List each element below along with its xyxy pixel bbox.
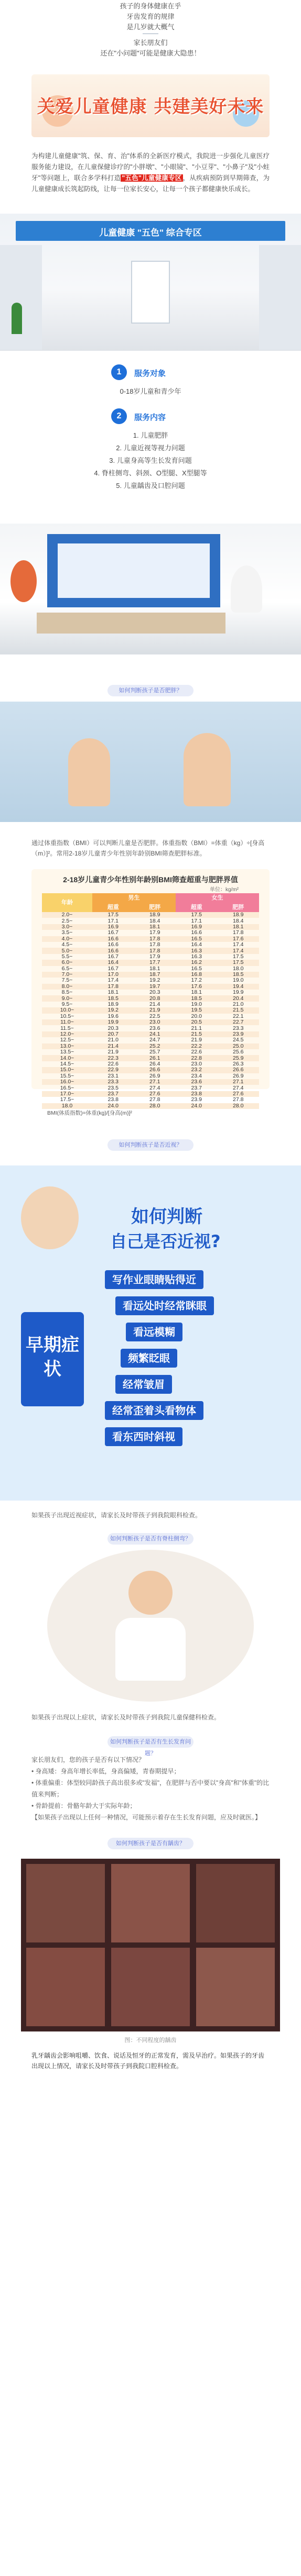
- table-cell: 20.5: [191, 1019, 202, 1026]
- table-cell: 22.6: [108, 1060, 119, 1067]
- table-cell: 20.3: [108, 1025, 119, 1031]
- table-cell: 18.9: [108, 1001, 119, 1008]
- table-cell: 23.9: [233, 1031, 244, 1037]
- table-cell: 21.9: [149, 1007, 160, 1014]
- table-cell: 17.8: [149, 941, 160, 948]
- table-cell: 16.6: [108, 941, 119, 948]
- table-cell: 16.5~: [60, 1084, 74, 1091]
- table-cell: 25.0: [233, 1042, 244, 1049]
- table-cell: 23.0: [191, 1060, 202, 1067]
- table-header: 女生: [176, 893, 259, 903]
- table-cell: 19.4: [233, 983, 244, 990]
- table-cell: 16.6: [191, 929, 202, 936]
- table-cell: 8.0~: [61, 983, 73, 990]
- table-cell: 9.5~: [61, 1001, 73, 1008]
- children-photo: [0, 702, 301, 822]
- table-cell: 9.0~: [61, 995, 73, 1002]
- table-cell: 16.4: [191, 941, 202, 948]
- table-cell: 27.1: [233, 1079, 244, 1085]
- spine-note: 如果孩子出现以上症状，请家长及时带孩子到我院儿童保健科检查。: [31, 1714, 221, 1721]
- table-cell: 22.3: [108, 1054, 119, 1061]
- table-cell: 4.5~: [61, 941, 73, 948]
- table-cell: 17.2: [191, 977, 202, 984]
- table-cell: 25.6: [233, 1049, 244, 1056]
- table-cell: 18.9: [233, 912, 244, 918]
- table-row: [42, 942, 259, 948]
- table-row: [42, 1067, 259, 1073]
- table-row: [42, 1097, 259, 1103]
- table-cell: 17.5: [191, 912, 202, 918]
- table-cell: 16.7: [108, 953, 119, 960]
- table-cell: 23.1: [108, 1072, 119, 1079]
- table-cell: 17.9: [149, 929, 160, 936]
- table-cell: 17.1: [191, 917, 202, 924]
- table-cell: 21.9: [108, 1049, 119, 1056]
- table-cell: 18.9: [149, 912, 160, 918]
- early-symptoms-label: 早期症状: [21, 1312, 84, 1406]
- list-item: 2. 儿童近视等视力问题: [116, 444, 185, 452]
- table-row: [42, 930, 259, 936]
- table-cell: 21.9: [191, 1037, 202, 1043]
- table-cell: 21.0: [233, 1001, 244, 1008]
- symptom-item: 写作业眼睛贴得近: [105, 1270, 203, 1289]
- poem-line: 牙齿发育的规律: [126, 13, 175, 20]
- clinic-room-photo: [0, 524, 301, 654]
- table-cell: 27.8: [149, 1096, 160, 1103]
- section-number: 1: [111, 364, 127, 380]
- table-cell: 17.1: [108, 917, 119, 924]
- table-cell: 25.2: [149, 1042, 160, 1049]
- table-cell: 17.4: [233, 947, 244, 954]
- top-banner: [31, 74, 270, 137]
- table-cell: 18.5: [191, 995, 202, 1002]
- intro-text: 为构建儿童健康"筑、保、育、治"体系的全新医疗模式，我院进一步强化儿童医疗服务能力建设，在儿童保健诊疗的"小胖墩"、"小眼镜"、"小豆芽"、"小鼻子"及"小蛀牙"等问题上，联合多学科打造: [31, 152, 270, 182]
- table-cell: 14.5~: [60, 1060, 74, 1067]
- table-cell: 20.8: [149, 995, 160, 1002]
- table-row: [42, 1037, 259, 1043]
- poem-line: 家长朋友们: [133, 39, 168, 47]
- symptom-item: 看远处时经常眯眼: [115, 1296, 214, 1315]
- table-cell: 27.6: [149, 1090, 160, 1097]
- table-cell: 16.2: [191, 959, 202, 966]
- table-cell: 12.5~: [60, 1037, 74, 1043]
- table-row: [42, 960, 259, 965]
- caption-spine: 如何判断孩子是否有脊柱侧弯？: [108, 1533, 194, 1545]
- table-cell: 7.5~: [61, 977, 73, 984]
- table-cell: 16.3: [191, 947, 202, 954]
- table-cell: 23.4: [191, 1072, 202, 1079]
- table-row: [42, 1085, 259, 1091]
- table-cell: 5.0~: [61, 947, 73, 954]
- table-cell: 4.0~: [61, 935, 73, 942]
- table-cell: 19.6: [108, 1013, 119, 1019]
- caption-caries: 如何判断孩子是否有龋齿？: [108, 1838, 194, 1849]
- table-cell: 15.5~: [60, 1072, 74, 1079]
- table-cell: 18.0: [61, 1102, 73, 1109]
- myopia-subtitle: 自己是否近视?: [110, 1231, 221, 1251]
- intro-paragraph: [31, 151, 270, 195]
- symptom-item: 经常歪着头看物体: [105, 1401, 203, 1420]
- table-cell: 25.9: [233, 1054, 244, 1061]
- table-cell: 22.1: [233, 1013, 244, 1019]
- table-cell: 18.5: [233, 971, 244, 978]
- table-cell: 19.2: [149, 977, 160, 984]
- service-target-text: 0-18岁儿童和青少年: [120, 387, 181, 395]
- table-cell: 23.6: [191, 1079, 202, 1085]
- table-cell: 22.5: [149, 1013, 160, 1019]
- list-item: • 体重偏重：体型较同龄孩子高出很多或"发福"，在肥胖与否中要以"身高"和"体重"的比值来判断；: [31, 1779, 270, 1798]
- table-cell: 23.7: [108, 1090, 119, 1097]
- table-cell: 27.8: [233, 1096, 244, 1103]
- table-cell: 17.5: [108, 912, 119, 918]
- table-cell: 17.9: [149, 953, 160, 960]
- table-cell: 16.0~: [60, 1079, 74, 1085]
- table-cell: 14.0~: [60, 1054, 74, 1061]
- table-cell: 21.1: [191, 1025, 202, 1031]
- table-cell: 17.4: [108, 977, 119, 984]
- poem-line: 是几岁就大概气: [126, 23, 175, 31]
- table-cell: 6.0~: [61, 959, 73, 966]
- table-cell: 27.6: [233, 1090, 244, 1097]
- caption-myopia: 如何判断孩子是否近视？: [108, 1139, 194, 1151]
- table-cell: 26.6: [149, 1067, 160, 1073]
- table-cell: 23.3: [233, 1025, 244, 1031]
- table-cell: 19.7: [149, 983, 160, 990]
- table-row: [42, 1049, 259, 1055]
- table-cell: 17.5~: [60, 1096, 74, 1103]
- table-cell: 26.9: [149, 1072, 160, 1079]
- table-cell: 26.3: [233, 1060, 244, 1067]
- table-cell: 16.6: [108, 935, 119, 942]
- myopia-note: 如果孩子出现近视症状，请家长及时带孩子到我院眼科检查。: [31, 1512, 202, 1519]
- table-row: [42, 912, 259, 918]
- table-cell: 13.0~: [60, 1042, 74, 1049]
- table-cell: 27.4: [149, 1084, 160, 1091]
- symptom-item: 看东西时斜视: [105, 1427, 182, 1446]
- bmi-table-title: 2-18岁儿童青少年性别年龄别BMI筛查超重与肥胖界值: [63, 875, 238, 884]
- list-item: • 骨龄提前：骨骼年龄大于实际年龄；: [31, 1802, 136, 1809]
- table-cell: 12.0~: [60, 1031, 74, 1037]
- table-cell: 19.9: [108, 1019, 119, 1026]
- table-cell: 24.0: [108, 1102, 119, 1109]
- spine-illustration: [47, 1550, 254, 1702]
- symptom-item: 经常皱眉: [115, 1375, 172, 1394]
- section-title: 服务内容: [134, 413, 166, 422]
- table-cell: 24.5: [233, 1037, 244, 1043]
- table-cell: 21.4: [149, 1001, 160, 1008]
- banner-title: 关爱儿童健康 共建美好未来: [37, 96, 264, 117]
- list-item: 【如果孩子出现以上任何一种情况，可能预示着存在生长发育问题，应及时就医。】: [31, 1814, 262, 1821]
- table-row: [42, 978, 259, 983]
- table-cell: 7.0~: [61, 971, 73, 978]
- table-header: 肥胖: [217, 903, 259, 912]
- table-cell: 5.5~: [61, 953, 73, 960]
- table-cell: 19.0: [191, 1001, 202, 1008]
- table-cell: 16.8: [191, 971, 202, 978]
- table-cell: 17.6: [191, 983, 202, 990]
- clinic-hall-photo: [0, 214, 301, 351]
- list-item: • 身高矮：身高年增长率低，身高偏矮，青春期提早；: [31, 1768, 180, 1775]
- table-cell: 16.3: [191, 953, 202, 960]
- table-cell: 22.2: [191, 1042, 202, 1049]
- table-cell: 17.8: [149, 947, 160, 954]
- table-cell: 23.5: [108, 1084, 119, 1091]
- growth-list: [31, 1754, 270, 1823]
- closing-note: 乳牙龋齿会影响咀嚼、饮食、说话及恒牙的正常发育，需及早治疗。如果孩子的牙齿出现以上情况，请家长及时带孩子到我院口腔科检查。: [31, 2052, 265, 2070]
- table-cell: 22.8: [191, 1054, 202, 1061]
- table-cell: 20.7: [108, 1031, 119, 1037]
- table-cell: 21.0: [108, 1037, 119, 1043]
- table-cell: 18.1: [233, 923, 244, 930]
- table-cell: 10.0~: [60, 1007, 74, 1014]
- table-cell: 17.5: [233, 959, 244, 966]
- table-cell: 18.5: [108, 995, 119, 1002]
- table-cell: 23.7: [191, 1084, 202, 1091]
- table-cell: 26.1: [149, 1054, 160, 1061]
- table-row: [42, 1019, 259, 1025]
- table-cell: 16.5: [191, 935, 202, 942]
- table-cell: 18.1: [149, 965, 160, 972]
- table-cell: 16.9: [191, 923, 202, 930]
- intro-highlight: "五色"儿童健康专区: [122, 174, 182, 182]
- table-cell: 28.0: [149, 1102, 160, 1109]
- table-cell: 19.9: [233, 989, 244, 996]
- section-title: 服务对象: [134, 369, 166, 378]
- table-cell: 16.4: [108, 959, 119, 966]
- table-cell: 3.0~: [61, 923, 73, 930]
- myopia-title: 如何判断: [131, 1206, 202, 1227]
- table-cell: 24.0: [191, 1102, 202, 1109]
- table-cell: 20.4: [233, 995, 244, 1002]
- symptom-item: 看远模糊: [126, 1323, 182, 1341]
- table-row: [42, 990, 259, 995]
- table-cell: 17.0: [108, 971, 119, 978]
- table-cell: 15.0~: [60, 1067, 74, 1073]
- table-header: 男生: [92, 893, 176, 903]
- table-cell: 11.0~: [60, 1019, 74, 1026]
- table-cell: 22.7: [233, 1019, 244, 1026]
- table-cell: 17.8: [149, 935, 160, 942]
- table-header: 超重: [176, 903, 217, 912]
- table-cell: 2.5~: [61, 917, 73, 924]
- table-cell: 23.6: [149, 1025, 160, 1031]
- table-cell: 17.6: [233, 935, 244, 942]
- table-cell: 3.5~: [61, 929, 73, 936]
- list-item: 3. 儿童身高等生长发育问题: [109, 457, 192, 464]
- teeth-caption: 图：不同程度的龋齿: [124, 2037, 177, 2044]
- section-number: 2: [111, 408, 127, 424]
- table-row: [42, 1079, 259, 1085]
- table-cell: 21.4: [108, 1042, 119, 1049]
- table-cell: 16.7: [108, 929, 119, 936]
- table-cell: 6.5~: [61, 965, 73, 972]
- table-cell: 23.9: [191, 1096, 202, 1103]
- myopia-poster: [0, 1165, 301, 1501]
- table-cell: 23.3: [108, 1079, 119, 1085]
- table-cell: 22.9: [108, 1067, 119, 1073]
- table-cell: 18.1: [149, 923, 160, 930]
- table-cell: 16.7: [108, 965, 119, 972]
- table-cell: 17.0~: [60, 1090, 74, 1097]
- bmi-note: 通过体重指数（BMI）可以判断儿童是否肥胖。体重指数（BMI）=体重（kg）÷[身高（m）]²。常用2-18岁儿童青少年性别年龄别BMI筛查肥胖标准。: [31, 839, 265, 857]
- table-cell: 18.1: [108, 989, 119, 996]
- table-cell: 18.4: [149, 917, 160, 924]
- table-cell: 21.5: [191, 1031, 202, 1037]
- table-cell: 19.2: [108, 1007, 119, 1014]
- table-cell: 17.8: [233, 929, 244, 936]
- list-item: 5. 儿童龋齿及口腔问题: [116, 482, 185, 490]
- table-cell: 24.1: [149, 1031, 160, 1037]
- table-cell: 27.4: [233, 1084, 244, 1091]
- table-row: [42, 1103, 259, 1109]
- table-cell: 21.5: [233, 1007, 244, 1014]
- table-cell: 16.6: [108, 947, 119, 954]
- caries-photo-grid: [21, 1859, 280, 2031]
- table-cell: 13.5~: [60, 1049, 74, 1056]
- section-header-service-target: [111, 364, 190, 380]
- table-header: 年龄: [42, 893, 92, 912]
- table-cell: 23.0: [149, 1019, 160, 1026]
- list-item: 1. 儿童肥胖: [133, 431, 168, 439]
- table-cell: 16.9: [108, 923, 119, 930]
- table-cell: 18.0: [233, 965, 244, 972]
- table-cell: 10.5~: [60, 1013, 74, 1019]
- table-cell: 27.1: [149, 1079, 160, 1085]
- table-cell: 17.5: [233, 953, 244, 960]
- bmi-table: [42, 893, 259, 1109]
- table-cell: 16.5: [191, 965, 202, 972]
- table-cell: 19.0: [233, 977, 244, 984]
- symptom-item: 频繁眨眼: [121, 1349, 177, 1368]
- caption-obesity: 如何判断孩子是否肥胖？: [108, 685, 194, 696]
- table-cell: 2.0~: [61, 912, 73, 918]
- table-cell: 26.9: [233, 1072, 244, 1079]
- table-cell: 18.7: [149, 971, 160, 978]
- table-cell: 20.0: [191, 1013, 202, 1019]
- table-cell: 18.1: [191, 989, 202, 996]
- table-cell: 19.5: [191, 1007, 202, 1014]
- bmi-unit: 单位：kg/m²: [210, 887, 239, 893]
- service-content-list: [0, 429, 301, 492]
- table-cell: 23.8: [191, 1090, 202, 1097]
- growth-intro: 家长朋友们，您的孩子是否有以下情况？: [31, 1756, 145, 1763]
- table-cell: 18.4: [233, 917, 244, 924]
- table-cell: 17.7: [149, 959, 160, 966]
- table-header: 超重: [92, 903, 134, 912]
- table-cell: 24.7: [149, 1037, 160, 1043]
- list-item: 4. 脊柱侧弯、斜颈、O型腿、X型腿等: [94, 469, 207, 477]
- intro-text: ，从疾病预防到早期筛查，为儿童健康成长筑起防线，让每一位家长安心，让每一个孩子都健康快乐成长。: [31, 174, 270, 193]
- section-header-service-content: [111, 408, 190, 424]
- table-cell: 22.6: [191, 1049, 202, 1056]
- intro-poem: [0, 1, 301, 59]
- table-cell: 8.5~: [61, 989, 73, 996]
- table-cell: 25.7: [149, 1049, 160, 1056]
- table-cell: 26.4: [149, 1060, 160, 1067]
- table-header: 肥胖: [134, 903, 176, 912]
- divider: [143, 34, 158, 37]
- table-cell: 26.6: [233, 1067, 244, 1073]
- table-cell: 17.4: [233, 941, 244, 948]
- table-cell: 17.8: [108, 983, 119, 990]
- bmi-formula: BMI(体质指数)=体重(kg)/[身高(m)]²: [47, 1110, 132, 1116]
- table-cell: 11.5~: [60, 1025, 74, 1031]
- table-row: [42, 1007, 259, 1013]
- poem-line: 还在"小问题"可能是健康大隐患！: [100, 49, 201, 57]
- table-cell: 23.2: [191, 1067, 202, 1073]
- table-cell: 20.3: [149, 989, 160, 996]
- poem-line: 孩子的身体健康在乎: [120, 2, 181, 10]
- hall-sign: 儿童健康 "五色" 综合专区: [99, 228, 202, 238]
- caption-growth: 如何判断孩子是否有生长发育问题？: [108, 1736, 194, 1748]
- table-cell: 28.0: [233, 1102, 244, 1109]
- table-cell: 23.8: [108, 1096, 119, 1103]
